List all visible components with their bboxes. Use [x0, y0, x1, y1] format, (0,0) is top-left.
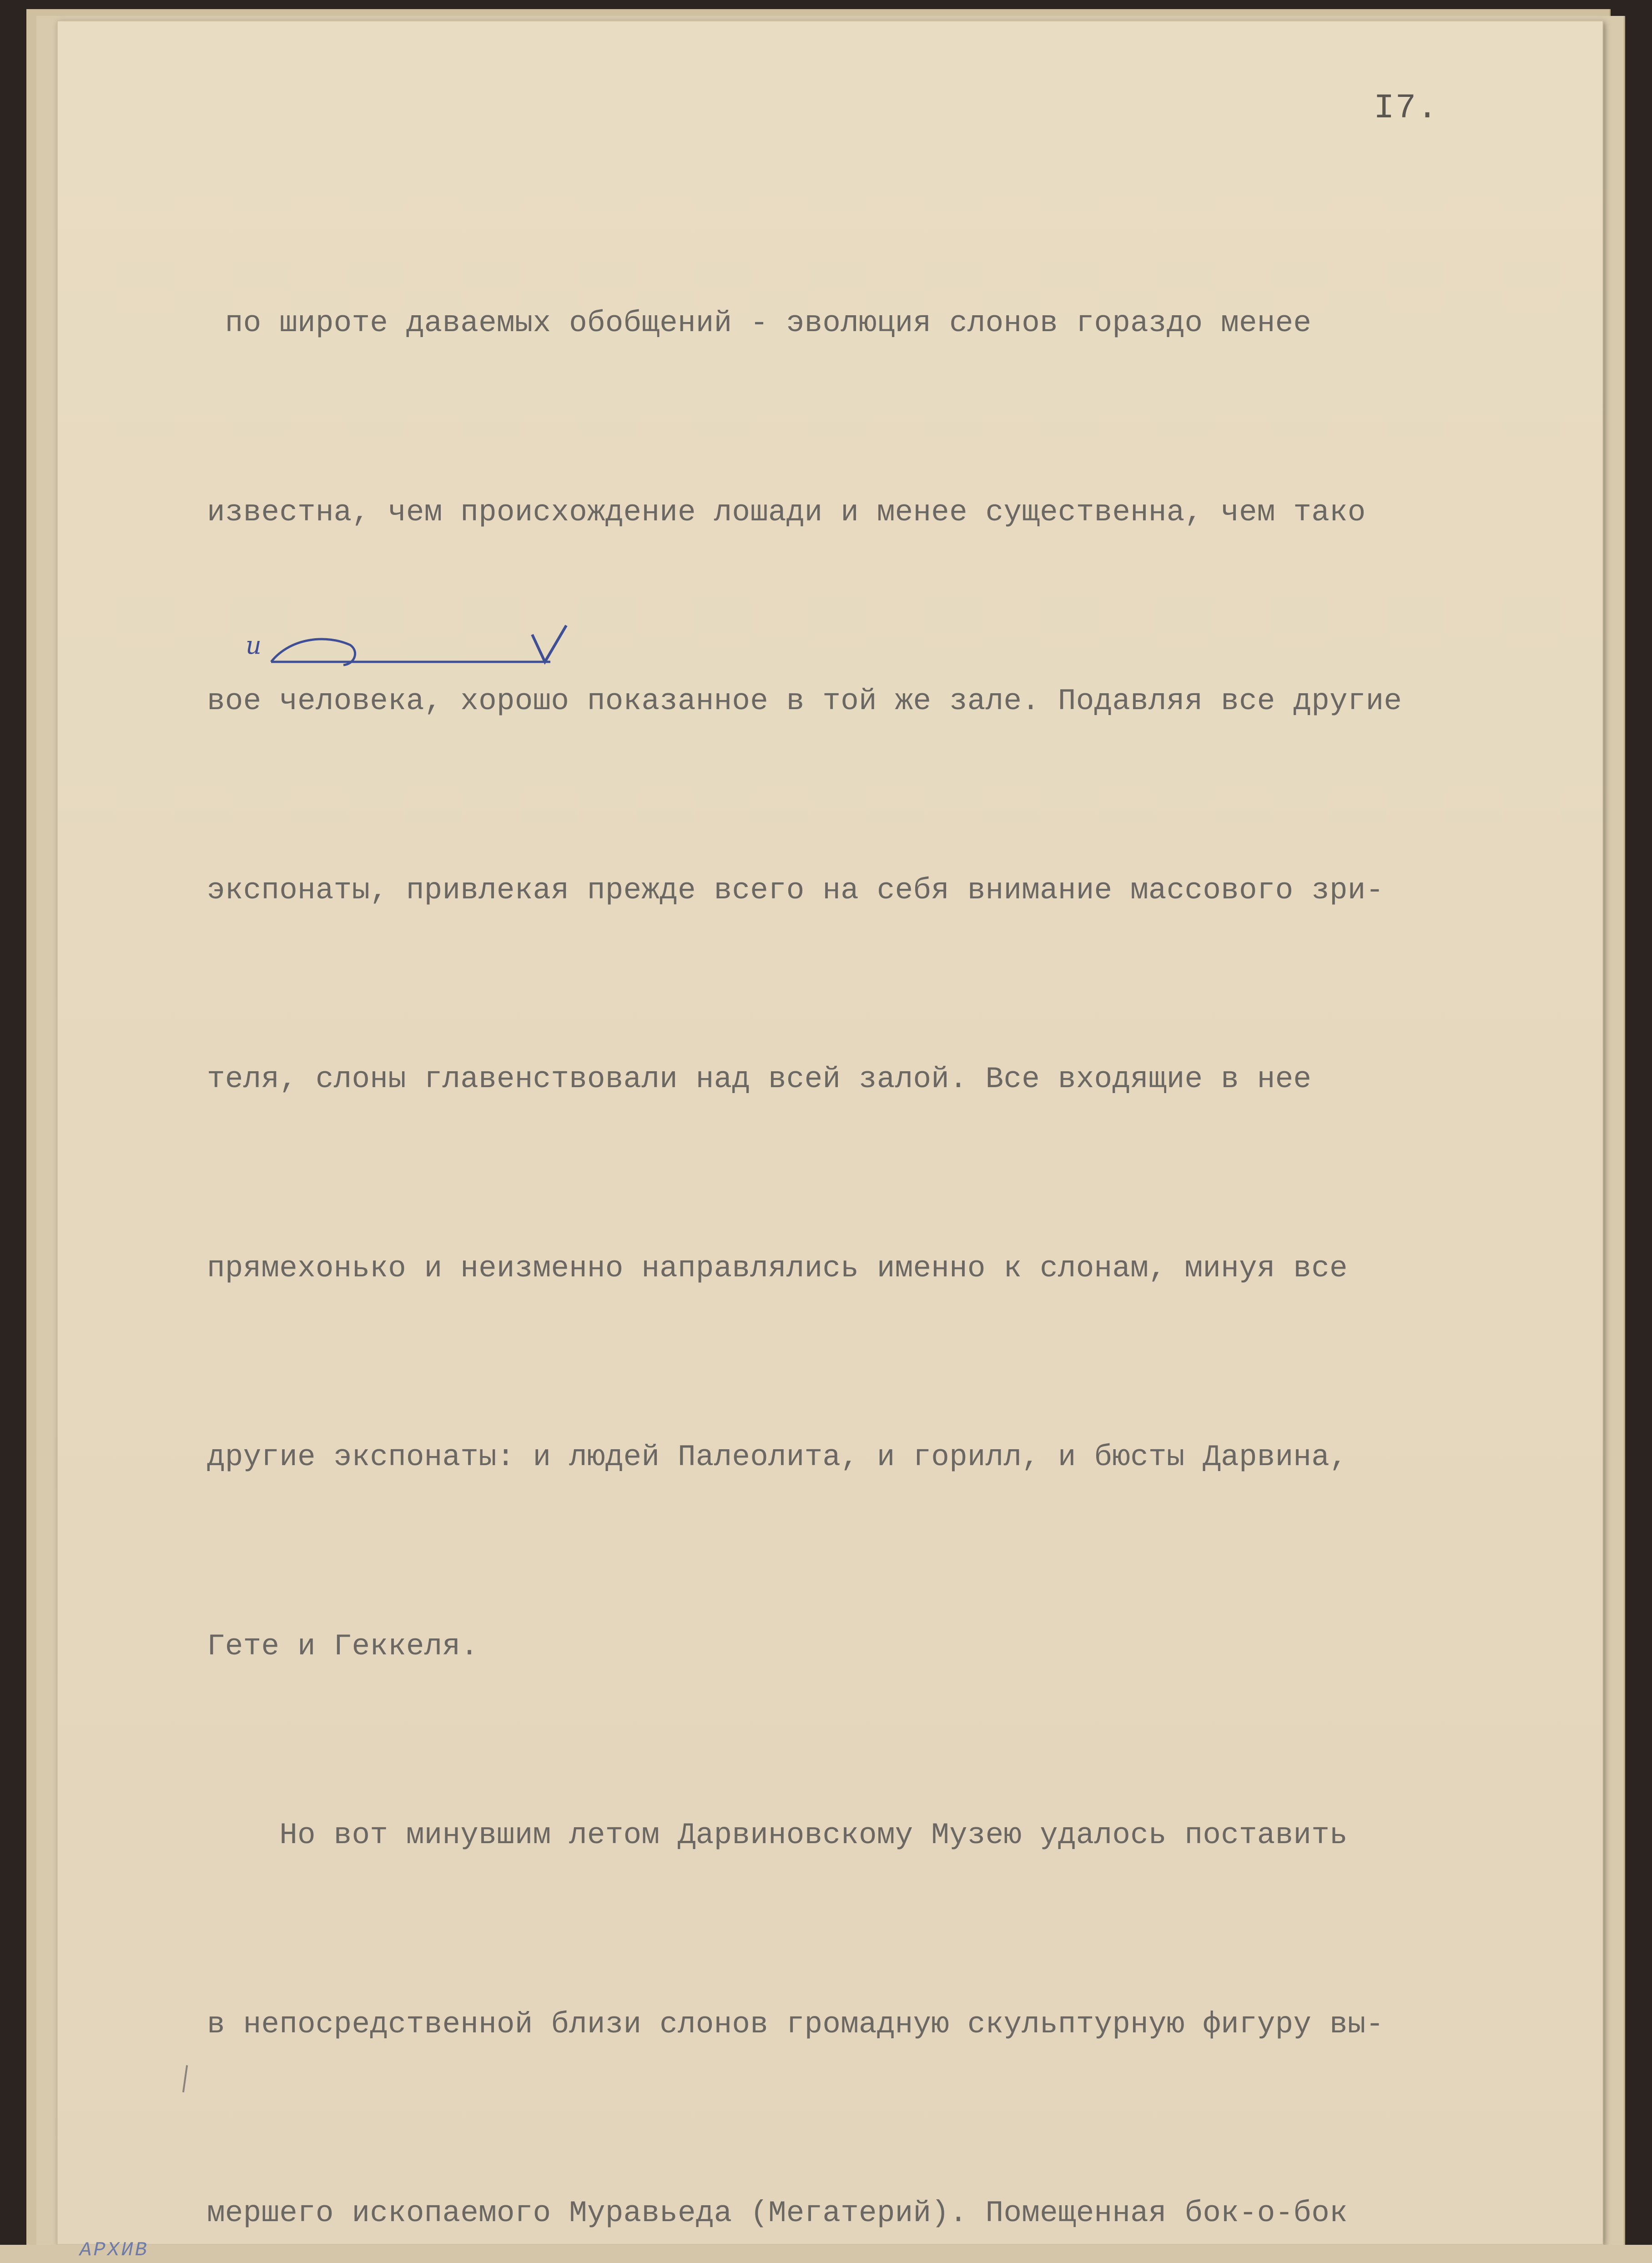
- text-line: теля, слоны главенствовали над всей залой. Все входящие в нее: [207, 1062, 1312, 1096]
- text-line: другие экспонаты: и людей Палеолита, и горилл, и бюсты Дарвина,: [207, 1440, 1348, 1474]
- checkmark-icon: [532, 625, 566, 662]
- text-line: Гете и Геккеля.: [207, 1629, 479, 1663]
- text-line: по широте даваемых обобщений - эволюция слонов гораздо менее: [207, 306, 1312, 340]
- handwritten-insert-mark: и: [246, 631, 262, 660]
- text-line: мершего ископаемого Муравьеда (Мегатерий). Помещенная бок-о-бок: [207, 2196, 1348, 2230]
- text-line: известна, чем происхождение лошади и менее существенна, чем тако: [207, 495, 1366, 529]
- text-line: в непосредственной близи слонов громадную скульптурную фигуру вы-: [207, 2007, 1384, 2041]
- text-line: Но вот минувшим летом Дарвиновскому Музею удалось поставить: [207, 1818, 1348, 1852]
- page-number: I7.: [1374, 89, 1439, 128]
- archive-stamp: АРХИВ: [80, 2239, 149, 2262]
- text-line: прямехонько и неизменно направлялись именно к слонам, минуя все: [207, 1251, 1348, 1285]
- lower-sheet-edge: [0, 2245, 1652, 2263]
- text-line: вое человека, хорошо показанное в той же зале. Подавляя все другие: [207, 684, 1402, 718]
- text-line: экспонаты, привлекая прежде всего на себя внимание массового зри-: [207, 873, 1384, 907]
